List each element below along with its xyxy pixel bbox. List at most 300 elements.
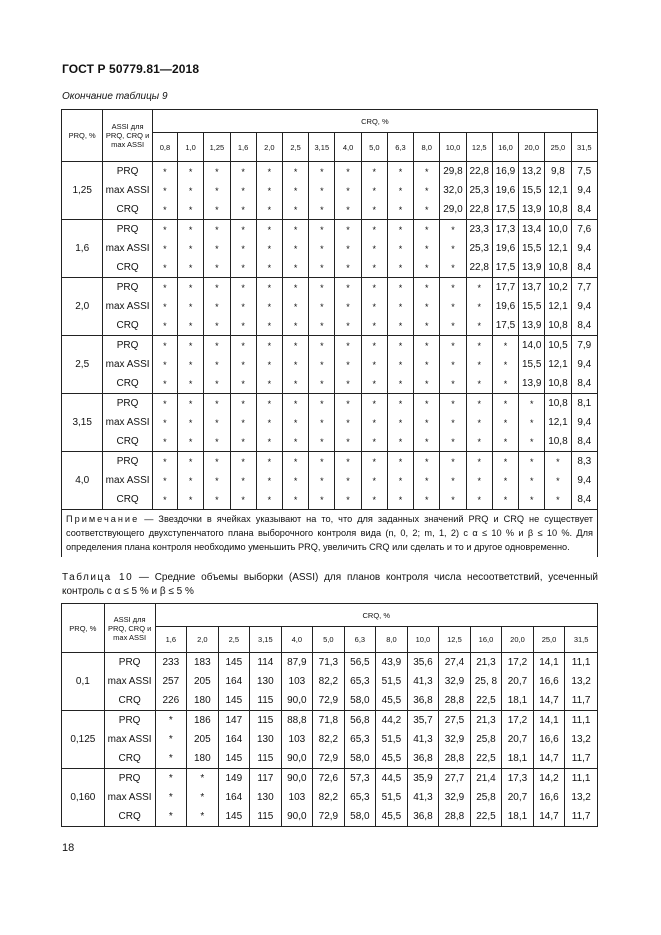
table-cell: 11,1: [565, 769, 598, 789]
table-cell: *: [309, 452, 335, 472]
table10-title: [62, 571, 598, 599]
table-cell: 205: [187, 730, 219, 749]
table-cell: *: [387, 162, 413, 182]
t9-crq-value-header: 2,5: [282, 133, 308, 162]
table-cell: *: [178, 471, 204, 490]
table-cell: *: [387, 297, 413, 316]
table-cell: *: [466, 374, 492, 394]
table10-title-text: — Средние объемы выборки (ASSI) для планов контроля числа несоответствий, усеченный контроль с α ≤ 5 % и β ≤ 5 %: [62, 572, 598, 597]
table-row: [62, 316, 598, 336]
table-cell: 10,8: [545, 316, 571, 336]
table-cell: 13,9: [519, 374, 545, 394]
row-label: max ASSI: [103, 297, 152, 316]
table-cell: *: [335, 471, 361, 490]
table-cell: 10,2: [545, 278, 571, 298]
table-cell: *: [256, 181, 282, 200]
table-cell: 12,1: [545, 413, 571, 432]
table-cell: *: [440, 220, 466, 240]
table-cell: *: [178, 336, 204, 356]
row-label: PRQ: [103, 336, 152, 356]
table-cell: 35,7: [407, 711, 439, 731]
t9-crq-value-header: 2,0: [256, 133, 282, 162]
table-cell: 18,1: [502, 749, 534, 769]
table-cell: *: [440, 297, 466, 316]
table-cell: 8,1: [571, 394, 597, 414]
table-cell: 13,2: [565, 788, 598, 807]
table-cell: 12,1: [545, 181, 571, 200]
table-cell: *: [335, 258, 361, 278]
table-cell: *: [414, 162, 440, 182]
table-cell: 11,1: [565, 711, 598, 731]
table-cell: 25,3: [466, 239, 492, 258]
table-cell: *: [309, 258, 335, 278]
table-cell: 58,0: [344, 749, 376, 769]
table9-header-crq: CRQ, %: [152, 110, 597, 133]
table-cell: 43,9: [376, 653, 408, 673]
table-cell: *: [387, 258, 413, 278]
t10-crq-value-header: 4,0: [281, 627, 313, 653]
table-cell: *: [204, 258, 230, 278]
table-cell: *: [309, 336, 335, 356]
table-cell: *: [492, 336, 518, 356]
table-cell: 11,7: [565, 749, 598, 769]
table-cell: 28,8: [439, 749, 471, 769]
table-cell: *: [492, 432, 518, 452]
table-cell: *: [335, 394, 361, 414]
table-cell: 7,7: [571, 278, 597, 298]
table-cell: 21,4: [470, 769, 502, 789]
table-row: [62, 297, 598, 316]
table-cell: 41,3: [407, 730, 439, 749]
table-cell: 8,4: [571, 432, 597, 452]
table-row: [62, 769, 598, 789]
table-cell: *: [361, 374, 387, 394]
table-cell: 10,8: [545, 374, 571, 394]
table-cell: *: [282, 490, 308, 510]
table-cell: *: [492, 471, 518, 490]
table-cell: *: [282, 162, 308, 182]
table-cell: *: [492, 452, 518, 472]
table-cell: 10,8: [545, 200, 571, 220]
table-cell: 22,5: [470, 691, 502, 711]
table-cell: *: [440, 316, 466, 336]
row-label: PRQ: [103, 452, 152, 472]
table-cell: *: [309, 278, 335, 298]
table-cell: *: [178, 200, 204, 220]
table-cell: *: [519, 452, 545, 472]
table-cell: 149: [218, 769, 250, 789]
table-cell: *: [204, 413, 230, 432]
table-cell: *: [155, 769, 187, 789]
table-cell: *: [152, 452, 177, 472]
table10: [61, 603, 598, 827]
table-cell: *: [361, 316, 387, 336]
table-cell: *: [204, 452, 230, 472]
table-cell: 57,3: [344, 769, 376, 789]
table-cell: 15,5: [519, 297, 545, 316]
table-cell: 145: [218, 653, 250, 673]
table-cell: *: [387, 394, 413, 414]
table-cell: 65,3: [344, 730, 376, 749]
table-cell: *: [387, 336, 413, 356]
table-cell: *: [414, 452, 440, 472]
prq-group-value: 1,6: [62, 220, 103, 278]
table-cell: *: [230, 452, 256, 472]
table-cell: 180: [187, 749, 219, 769]
t9-crq-value-header: 0,8: [152, 133, 177, 162]
t10-crq-value-header: 10,0: [407, 627, 439, 653]
t9-crq-value-header: 3,15: [309, 133, 335, 162]
table-cell: *: [256, 413, 282, 432]
table-cell: 9,4: [571, 471, 597, 490]
prq-group-value: 2,0: [62, 278, 103, 336]
row-label: PRQ: [104, 711, 155, 731]
table-cell: 115: [250, 691, 282, 711]
table-cell: 22,5: [470, 807, 502, 827]
table-cell: *: [230, 162, 256, 182]
row-label: CRQ: [103, 200, 152, 220]
prq-group-value: 4,0: [62, 452, 103, 510]
table-cell: 19,6: [492, 181, 518, 200]
table-cell: 58,0: [344, 807, 376, 827]
t10-crq-value-header: 5,0: [313, 627, 345, 653]
table-cell: 28,8: [439, 691, 471, 711]
table-cell: *: [178, 181, 204, 200]
table-cell: *: [152, 316, 177, 336]
table-cell: *: [152, 181, 177, 200]
table-cell: 103: [281, 730, 313, 749]
table-cell: *: [387, 355, 413, 374]
table-cell: 15,5: [519, 181, 545, 200]
row-label: PRQ: [104, 653, 155, 673]
table-cell: *: [152, 162, 177, 182]
table-cell: *: [256, 200, 282, 220]
table-cell: *: [387, 220, 413, 240]
table-cell: *: [387, 316, 413, 336]
table-cell: 90,0: [281, 691, 313, 711]
table-cell: 205: [187, 672, 219, 691]
table-cell: 27,5: [439, 711, 471, 731]
table-row: [62, 788, 598, 807]
table-cell: *: [178, 239, 204, 258]
table-row: [62, 162, 598, 182]
table-cell: *: [440, 452, 466, 472]
table-cell: *: [414, 394, 440, 414]
table-cell: 56,5: [344, 653, 376, 673]
table-cell: *: [440, 278, 466, 298]
table-cell: *: [155, 711, 187, 731]
row-label: CRQ: [103, 316, 152, 336]
table-cell: *: [440, 336, 466, 356]
row-label: PRQ: [103, 220, 152, 240]
table-cell: *: [335, 490, 361, 510]
table-cell: 17,2: [502, 653, 534, 673]
table-cell: 10,8: [545, 432, 571, 452]
table-cell: *: [440, 374, 466, 394]
table-cell: *: [230, 471, 256, 490]
table-cell: 183: [187, 653, 219, 673]
table-cell: 22,5: [470, 749, 502, 769]
table-cell: *: [256, 220, 282, 240]
table-cell: *: [155, 788, 187, 807]
table-cell: 65,3: [344, 672, 376, 691]
table-cell: *: [361, 162, 387, 182]
table-cell: *: [466, 316, 492, 336]
table-cell: 114: [250, 653, 282, 673]
table-cell: 45,5: [376, 691, 408, 711]
t9-crq-value-header: 4,0: [335, 133, 361, 162]
table-cell: 45,5: [376, 807, 408, 827]
table-cell: 13,7: [519, 278, 545, 298]
table-cell: *: [230, 278, 256, 298]
table-cell: *: [230, 297, 256, 316]
table-cell: 8,3: [571, 452, 597, 472]
table-cell: 27,4: [439, 653, 471, 673]
table-cell: *: [256, 394, 282, 414]
table-cell: 90,0: [281, 749, 313, 769]
table-cell: 19,6: [492, 297, 518, 316]
table-row: [62, 239, 598, 258]
table-cell: 18,1: [502, 807, 534, 827]
table-cell: *: [230, 181, 256, 200]
table-cell: *: [361, 239, 387, 258]
table-row: [62, 807, 598, 827]
table-cell: *: [492, 374, 518, 394]
prq-group-value: 1,25: [62, 162, 103, 220]
table-cell: 117: [250, 769, 282, 789]
t10-crq-value-header: 6,3: [344, 627, 376, 653]
table-cell: *: [440, 471, 466, 490]
table-cell: 17,5: [492, 258, 518, 278]
table-cell: *: [361, 181, 387, 200]
table-cell: *: [282, 220, 308, 240]
table-cell: 145: [218, 749, 250, 769]
prq-group-value: 0,125: [62, 711, 105, 769]
table-cell: 9,4: [571, 297, 597, 316]
table-cell: 14,7: [533, 807, 565, 827]
table-cell: 12,1: [545, 297, 571, 316]
row-label: max ASSI: [103, 181, 152, 200]
table-cell: *: [178, 258, 204, 278]
row-label: PRQ: [104, 769, 155, 789]
table-cell: 15,5: [519, 355, 545, 374]
table-cell: *: [256, 490, 282, 510]
t9-crq-value-header: 31,5: [571, 133, 597, 162]
table-cell: 13,2: [519, 162, 545, 182]
table-cell: *: [387, 452, 413, 472]
table-cell: *: [466, 297, 492, 316]
table-cell: 36,8: [407, 807, 439, 827]
prq-group-value: 0,160: [62, 769, 105, 827]
table9-continuation-caption: Окончание таблицы 9: [62, 91, 168, 102]
table-row: [62, 711, 598, 731]
table-cell: *: [414, 278, 440, 298]
table-cell: *: [282, 316, 308, 336]
table-cell: *: [361, 336, 387, 356]
table-cell: *: [155, 807, 187, 827]
table-cell: 130: [250, 788, 282, 807]
table-cell: *: [519, 471, 545, 490]
table-cell: 27,7: [439, 769, 471, 789]
table-cell: *: [178, 220, 204, 240]
table-cell: 186: [187, 711, 219, 731]
table-cell: *: [230, 239, 256, 258]
table-cell: *: [361, 220, 387, 240]
table-cell: 17,7: [492, 278, 518, 298]
table-row: [62, 653, 598, 673]
table-cell: *: [309, 181, 335, 200]
t9-crq-value-header: 1,6: [230, 133, 256, 162]
table-cell: 13,2: [565, 730, 598, 749]
table9-note: [62, 510, 598, 558]
row-label: CRQ: [104, 807, 155, 827]
table-cell: *: [256, 355, 282, 374]
table-row: [62, 749, 598, 769]
table-cell: *: [155, 749, 187, 769]
table-cell: *: [361, 394, 387, 414]
table-cell: 72,6: [313, 769, 345, 789]
table-cell: *: [309, 220, 335, 240]
table-cell: *: [309, 471, 335, 490]
table-cell: *: [387, 239, 413, 258]
table-cell: *: [230, 355, 256, 374]
table-cell: *: [230, 490, 256, 510]
table-cell: *: [152, 200, 177, 220]
table-cell: *: [335, 336, 361, 356]
table-cell: 82,2: [313, 788, 345, 807]
note-label: Примечание: [66, 514, 140, 524]
table-cell: 14,2: [533, 769, 565, 789]
table-cell: 164: [218, 672, 250, 691]
table-cell: 21,3: [470, 711, 502, 731]
table-cell: 14,0: [519, 336, 545, 356]
table-cell: *: [309, 374, 335, 394]
table-cell: 20,7: [502, 788, 534, 807]
table-cell: 17,5: [492, 200, 518, 220]
t10-crq-value-header: 31,5: [565, 627, 598, 653]
table9: [61, 109, 598, 557]
table-cell: *: [204, 471, 230, 490]
table-cell: *: [387, 278, 413, 298]
table-cell: *: [440, 490, 466, 510]
table-cell: *: [256, 336, 282, 356]
table-cell: 22,8: [466, 162, 492, 182]
table-cell: *: [178, 374, 204, 394]
table-cell: 7,6: [571, 220, 597, 240]
table-cell: 36,8: [407, 691, 439, 711]
table-row: [62, 452, 598, 472]
row-label: CRQ: [104, 749, 155, 769]
table-cell: *: [492, 355, 518, 374]
table-cell: *: [282, 394, 308, 414]
table-cell: *: [440, 394, 466, 414]
table-cell: *: [282, 452, 308, 472]
table-cell: *: [204, 336, 230, 356]
table-cell: 11,7: [565, 807, 598, 827]
t10-crq-value-header: 16,0: [470, 627, 502, 653]
table-cell: 35,6: [407, 653, 439, 673]
table-cell: *: [414, 181, 440, 200]
table-row: [62, 220, 598, 240]
table-cell: 8,4: [571, 316, 597, 336]
table-cell: 14,1: [533, 711, 565, 731]
table-cell: *: [361, 452, 387, 472]
table-cell: *: [256, 452, 282, 472]
table-cell: *: [187, 788, 219, 807]
t10-crq-value-header: 2,5: [218, 627, 250, 653]
table-cell: 9,8: [545, 162, 571, 182]
table-cell: *: [414, 413, 440, 432]
table-cell: 233: [155, 653, 187, 673]
table-cell: 145: [218, 807, 250, 827]
table-row: [62, 490, 598, 510]
table-cell: *: [335, 432, 361, 452]
table-cell: *: [155, 730, 187, 749]
table-cell: *: [466, 432, 492, 452]
table-cell: *: [309, 316, 335, 336]
table-cell: *: [414, 471, 440, 490]
table-cell: 11,7: [565, 691, 598, 711]
document-code: ГОСТ Р 50779.81—2018: [62, 62, 200, 76]
table-cell: 18,1: [502, 691, 534, 711]
table-cell: *: [282, 200, 308, 220]
table-cell: *: [387, 181, 413, 200]
table-cell: *: [414, 258, 440, 278]
table-cell: 25,3: [466, 181, 492, 200]
table-cell: *: [204, 355, 230, 374]
table-cell: *: [387, 413, 413, 432]
table-cell: 13,2: [565, 672, 598, 691]
table-cell: 145: [218, 691, 250, 711]
table-cell: *: [361, 355, 387, 374]
table-cell: *: [466, 471, 492, 490]
table-cell: 130: [250, 672, 282, 691]
table-row: [62, 355, 598, 374]
table-cell: *: [361, 278, 387, 298]
table-cell: *: [440, 258, 466, 278]
table-cell: *: [309, 162, 335, 182]
table-cell: *: [204, 181, 230, 200]
row-label: max ASSI: [104, 730, 155, 749]
table-row: [62, 336, 598, 356]
table-cell: 115: [250, 711, 282, 731]
row-label: CRQ: [103, 432, 152, 452]
page-number: 18: [62, 842, 75, 854]
t9-crq-value-header: 16,0: [492, 133, 518, 162]
table-cell: 7,9: [571, 336, 597, 356]
table-cell: *: [204, 374, 230, 394]
table-cell: *: [230, 258, 256, 278]
table-cell: *: [387, 490, 413, 510]
note-text: — Звездочки в ячейках указывают на то, что для заданных значений PRQ и CRQ не существует соответствующего двухступенчатого плана выборочного контроля вида (n, 0, 2; m, 1, 2) с α ≤ 10 % и β ≤ 10 %. Для определения плана контроля необходимо уменьшить PRQ, увеличить CRQ или сделать и то и другое одновременно.: [66, 514, 593, 552]
t10-crq-value-header: 25,0: [533, 627, 565, 653]
prq-group-value: 3,15: [62, 394, 103, 452]
table-cell: 51,5: [376, 672, 408, 691]
table-cell: *: [466, 490, 492, 510]
t10-crq-value-header: 2,0: [187, 627, 219, 653]
table-cell: *: [282, 239, 308, 258]
table-row: [62, 200, 598, 220]
table-cell: *: [152, 355, 177, 374]
row-label: max ASSI: [103, 471, 152, 490]
table-cell: *: [282, 355, 308, 374]
table-cell: *: [309, 432, 335, 452]
table-cell: *: [230, 200, 256, 220]
table-cell: *: [256, 316, 282, 336]
table-cell: *: [414, 374, 440, 394]
table-cell: *: [361, 200, 387, 220]
table-cell: 11,1: [565, 653, 598, 673]
